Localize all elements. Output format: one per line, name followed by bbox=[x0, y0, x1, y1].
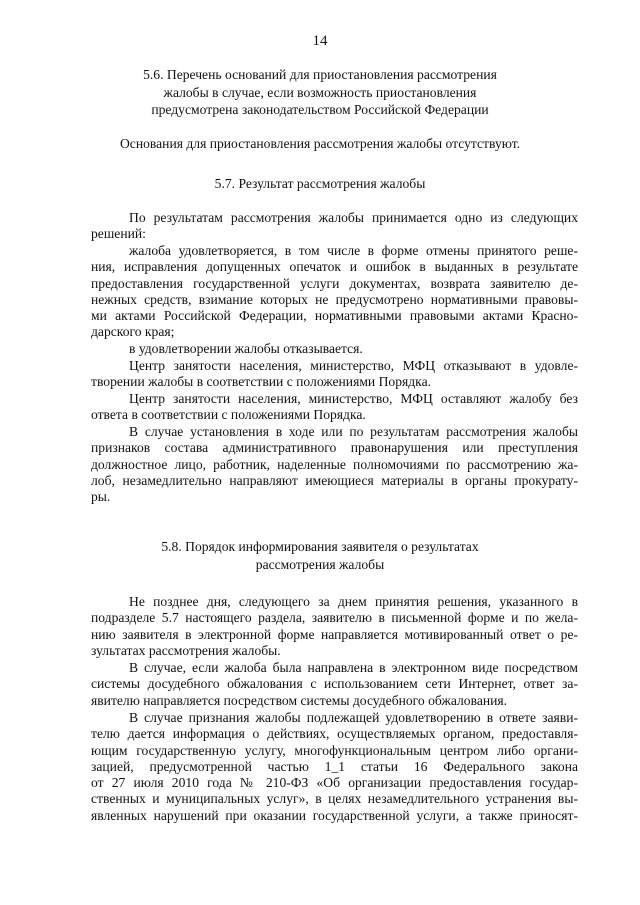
statement-text: Основания для приостановления рассмотрения жалобы отсутствуют. bbox=[119, 136, 521, 151]
paragraph bbox=[91, 424, 578, 505]
paragraph bbox=[91, 660, 578, 709]
paragraph bbox=[91, 341, 578, 357]
text-line: творении жалобы в соответствии с положениями Порядка. bbox=[91, 374, 432, 390]
statement-5-6 bbox=[0, 135, 640, 153]
text-line: По результатам рассмотрения жалобы принимается одно из следующих bbox=[129, 210, 578, 225]
text-line: ры. bbox=[91, 489, 111, 505]
text-line: в удовлетворении жалобы отказывается. bbox=[129, 341, 363, 356]
text-line: ющим государственную услугу, многофункциональным центром либо органи- bbox=[91, 742, 578, 758]
heading-line: 5.8. Порядок информирования заявителя о результатах bbox=[161, 539, 479, 554]
text-line: системы досудебного обжалования с использованием сети Интернет, ответ за- bbox=[91, 676, 578, 692]
heading-5-7 bbox=[0, 175, 640, 193]
text-line: телю дается информация о действиях, осуществляемых органом, предоставля- bbox=[91, 726, 578, 742]
text-line: дарского края; bbox=[91, 324, 175, 340]
text-line: Центр занятости населения, министерство, МФЦ оставляют жалобу без bbox=[129, 391, 578, 406]
paragraph bbox=[91, 358, 578, 391]
page-number: 14 bbox=[312, 33, 328, 49]
text-line: жалоба удовлетворяется, в том числе в форме отмены принятого реше- bbox=[129, 243, 578, 258]
heading-line: жалобы в случае, если возможность приостановления bbox=[163, 84, 477, 100]
text-line: нию заявителя в электронной форме направляется мотивированный ответ о ре- bbox=[91, 626, 578, 642]
heading-5-6 bbox=[0, 66, 640, 119]
heading-line: 5.6. Перечень оснований для приостановления рассмотрения bbox=[143, 67, 497, 82]
text-line: зацией, предусмотренной частью 1_1 статьи 16 Федерального закона bbox=[91, 758, 578, 774]
text-line: ми актами Российской Федерации, нормативными правовыми актами Красно- bbox=[91, 308, 578, 324]
text-line: Центр занятости населения, министерство, МФЦ отказывают в удовле- bbox=[129, 358, 578, 373]
text-line: ответа в соответствии с положениями Порядка. bbox=[91, 407, 366, 423]
text-line: явителю направляется посредством системы досудебного обжалования. bbox=[91, 692, 508, 708]
text-line: В случае установления в ходе или по результатам рассмотрения жалобы bbox=[129, 424, 578, 439]
paragraph bbox=[91, 243, 578, 341]
paragraph bbox=[91, 594, 578, 659]
paragraph bbox=[91, 210, 578, 243]
text-line: решений: bbox=[91, 226, 146, 242]
heading-5-8 bbox=[0, 538, 640, 573]
text-line: ственных и муниципальных услуг», в целях незамедлительного устранения вы- bbox=[91, 791, 578, 807]
text-line: Не позднее дня, следующего за днем принятия решения, указанного в bbox=[129, 594, 578, 609]
paragraph bbox=[91, 710, 578, 824]
text-line: от 27 июля 2010 года № 210-ФЗ «Об организации предоставления государ- bbox=[91, 775, 578, 791]
paragraph bbox=[91, 391, 578, 424]
text-line: В случае, если жалоба была направлена в электронном виде посредством bbox=[129, 660, 578, 675]
text-line: явленных нарушений при оказании государственной услуги, а также приносят- bbox=[91, 807, 578, 823]
text-line: В случае признания жалобы подлежащей удовлетворению в ответе заяви- bbox=[129, 710, 578, 725]
text-line: нежных средств, взимание которых не предусмотрено нормативными правовы- bbox=[91, 291, 578, 307]
heading-line: 5.7. Результат рассмотрения жалобы bbox=[214, 176, 426, 191]
text-line: зультатах рассмотрения жалобы. bbox=[91, 642, 281, 658]
heading-line: предусмотрена законодательством Российской Федерации bbox=[151, 102, 489, 117]
text-line: должностное лицо, работник, наделенные полномочиями по рассмотрению жа- bbox=[91, 456, 578, 472]
text-line: ния, исправления допущенных опечаток и ошибок в выданных в результате bbox=[91, 259, 578, 275]
text-line: лоб, незамедлительно направляют имеющиеся материалы в органы прокурату- bbox=[91, 472, 578, 488]
heading-line: рассмотрения жалобы bbox=[255, 556, 385, 572]
text-line: подразделе 5.7 настоящего раздела, заявителю в письменной форме и по жела- bbox=[91, 610, 578, 626]
text-line: предоставления государственной услуги документах, возврата заявителю де- bbox=[91, 275, 578, 291]
text-line: признаков состава административного правонарушения или преступления bbox=[91, 440, 578, 456]
